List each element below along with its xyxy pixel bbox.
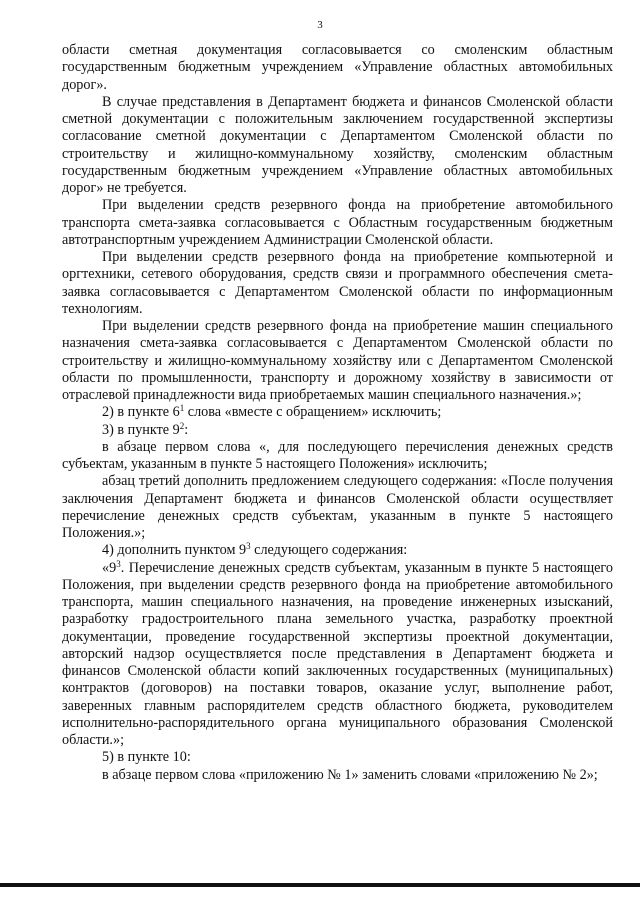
paragraph xyxy=(62,94,613,198)
paragraph-text: 4) дополнить пунктом 9 xyxy=(102,542,247,559)
paragraph-text: При выделении средств резервного фонда на приобретение компьютерной и оргтехники, сетевого оборудования, средств связи и программного обеспечения смета-заявка согласовывается с Департаментом Смоленской области по информационным технологиям. xyxy=(62,249,613,317)
paragraph xyxy=(62,473,613,542)
paragraph-text: области сметная документация согласовывается со смоленским областным государственным бюджетным учреждением «Управление областных автомобильных дорог». xyxy=(62,42,613,93)
paragraph xyxy=(62,197,613,249)
paragraph-text: в абзаце первом слова «приложению № 1» заменить словами «приложению № 2»; xyxy=(102,766,598,783)
paragraph-text: 5) в пункте 10: xyxy=(102,749,191,766)
paragraph-text: : xyxy=(184,421,189,438)
paragraph-text: При выделении средств резервного фонда на приобретение машин специального назначения смета-заявка согласовывается с Департаментом Смоленской области по строительству и жилищно-коммунальному хозяйству или с Департаментом Смоленской области по промышленности, транспорту и дорожному хозяйству в зависимости от отраслевой принадлежности вида приобретаемых машин специального назначения.»; xyxy=(62,318,613,403)
paragraph xyxy=(62,42,613,94)
page-number: 3 xyxy=(317,19,323,31)
paragraph-text: следующего содержания: xyxy=(250,542,408,559)
paragraph-text: в абзаце первом слова «, для последующего перечисления денежных средств субъектам, указанным в пункте 5 настоящего Положения» исключить; xyxy=(62,438,613,472)
paragraph xyxy=(62,422,613,439)
paragraph-text: . Перечисление денежных средств субъектам, указанным в пункте 5 настоящего Положения, при выделении средств резервного фонда на приобретение автомобильного транспорта, машин специального назначения, на проведение инженерных изысканий, разработку градостроительного плана земельного участка, разработку проектной документации, проведение государственной экспертизы проектной документации, авторский надзор осуществляется после представления в Департамент бюджета и финансов Смоленской области копий заключенных государственных (муниципальных) контрактов (договоров) на поставки товаров, оказание услуг, выполнение работ, заверенных главным распорядителем средств областного бюджета, руководителем исполнительно-распорядительного органа муниципального образования Смоленской области.»; xyxy=(62,559,613,748)
paragraph xyxy=(62,560,613,750)
paragraph xyxy=(62,439,613,474)
paragraph-text: слова «вместе с обращением» исключить; xyxy=(184,404,442,421)
superscript: 2 xyxy=(179,420,185,431)
paragraph xyxy=(62,767,613,784)
paragraph xyxy=(62,249,613,318)
superscript: 1 xyxy=(179,403,185,414)
paragraph-text: 2) в пункте 6 xyxy=(102,404,180,421)
paragraph-text: «9 xyxy=(102,559,117,576)
paragraph-text: В случае представления в Департамент бюджета и финансов Смоленской области сметной документации с положительным заключением государственной экспертизы согласование сметной документации с Департаментом Смоленской области по строительству и жилищно-коммунальному хозяйству, смоленским областным государственным бюджетным учреждением «Управление областных автомобильных дорог» не требуется. xyxy=(62,93,613,196)
paragraph xyxy=(62,318,613,404)
paragraph-text: При выделении средств резервного фонда на приобретение автомобильного транспорта смета-заявка согласовывается с Областным государственным бюджетным автотранспортным учреждением Администрации Смоленской области. xyxy=(62,197,613,248)
paragraph xyxy=(62,404,613,421)
footer-rule xyxy=(0,883,640,887)
paragraph xyxy=(62,749,613,766)
paragraph xyxy=(62,542,613,559)
superscript: 3 xyxy=(246,541,251,552)
document-body xyxy=(62,42,613,784)
paragraph-text: 3) в пункте 9 xyxy=(102,421,180,438)
superscript: 3 xyxy=(116,558,121,569)
paragraph-text: абзац третий дополнить предложением следующего содержания: «После получения заключения Департамент бюджета и финансов Смоленской области осуществляет перечисление денежных средств субъектам, указанным в пункте 5 настоящего Положения.»; xyxy=(62,473,613,541)
